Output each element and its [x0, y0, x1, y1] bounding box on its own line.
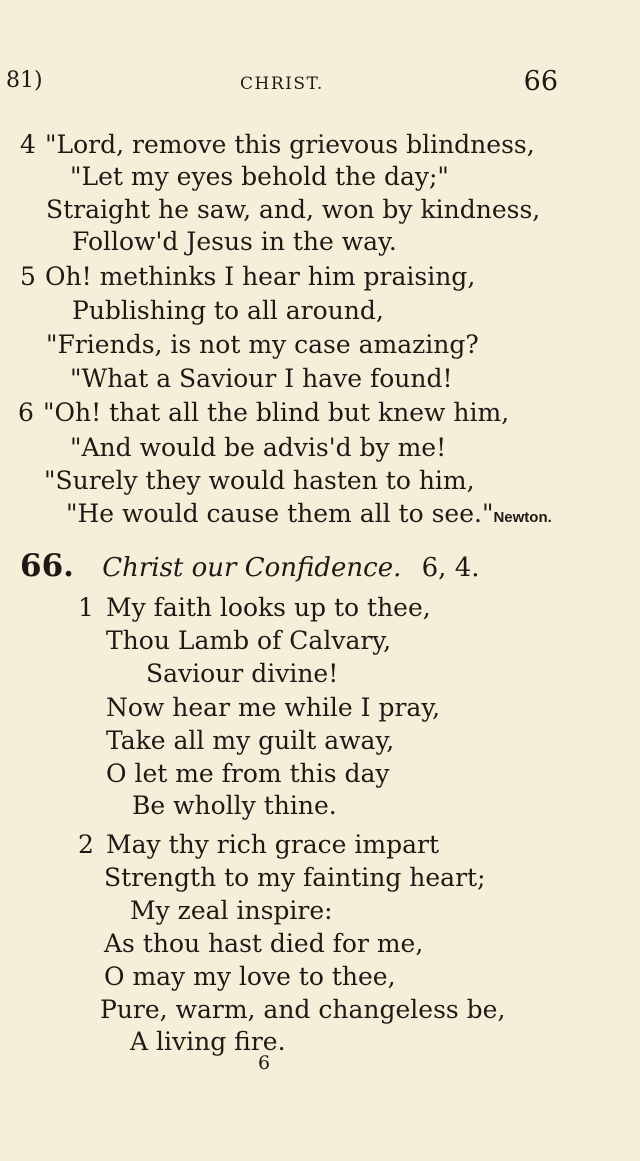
verse-line	[66, 499, 552, 533]
verse-text: "He would cause them all to see."	[66, 499, 494, 528]
verse-line: "What a Saviour I have found!	[70, 364, 453, 393]
verse-line	[78, 593, 431, 623]
verse-text: Oh! methinks I hear him praising,	[45, 262, 476, 291]
header-left-number: 81)	[6, 68, 43, 93]
author-credit: Newton.	[493, 509, 552, 526]
verse-line: "Let my eyes behold the day;"	[70, 162, 449, 191]
stanza-number: 4	[20, 130, 36, 159]
hymn-number: 66.	[20, 548, 74, 584]
verse-line	[78, 830, 439, 860]
verse-line: My zeal inspire:	[130, 896, 333, 925]
stanza-number: 1	[78, 593, 94, 622]
verse-line: O may my love to thee,	[104, 962, 396, 991]
verse-line: Follow'd Jesus in the way.	[72, 227, 397, 256]
verse-line: Be wholly thine.	[132, 791, 337, 820]
verse-line: Strength to my fainting heart;	[104, 863, 486, 892]
verse-line: O let me from this day	[106, 759, 390, 788]
verse-line: "Surely they would hasten to him,	[44, 466, 475, 495]
hymn-heading	[20, 548, 480, 584]
verse-line: A living fire.	[130, 1027, 286, 1056]
verse-line: Thou Lamb of Calvary,	[106, 626, 392, 655]
stanza-number: 2	[78, 830, 94, 859]
verse-line: "And would be advis'd by me!	[70, 433, 447, 462]
verse-text: "Lord, remove this grievous blindness,	[45, 130, 535, 159]
hymn-meter: 6, 4.	[421, 553, 480, 583]
verse-line: "Friends, is not my case amazing?	[46, 330, 479, 359]
verse-line	[20, 130, 535, 160]
verse-line: Now hear me while I pray,	[106, 693, 441, 722]
verse-line	[18, 398, 509, 428]
verse-text: My faith looks up to thee,	[106, 593, 431, 622]
verse-line: Take all my guilt away,	[106, 726, 395, 755]
header-section-title: CHRIST.	[240, 74, 324, 94]
stanza-number: 5	[20, 262, 36, 291]
verse-line	[20, 262, 475, 292]
verse-text: May thy rich grace impart	[106, 830, 439, 859]
verse-line: As thou hast died for me,	[104, 929, 424, 958]
hymn-title: Christ our Confidence.	[102, 553, 402, 583]
verse-line: Straight he saw, and, won by kindness,	[46, 195, 541, 224]
header-page-number: 66	[523, 66, 558, 97]
signature-mark: 6	[258, 1052, 271, 1074]
verse-line: Publishing to all around,	[72, 296, 384, 325]
verse-line: Pure, warm, and changeless be,	[100, 995, 506, 1024]
verse-line: Saviour divine!	[146, 659, 339, 688]
verse-text: "Oh! that all the blind but knew him,	[43, 398, 510, 427]
stanza-number: 6	[18, 398, 34, 427]
running-header	[0, 64, 640, 104]
